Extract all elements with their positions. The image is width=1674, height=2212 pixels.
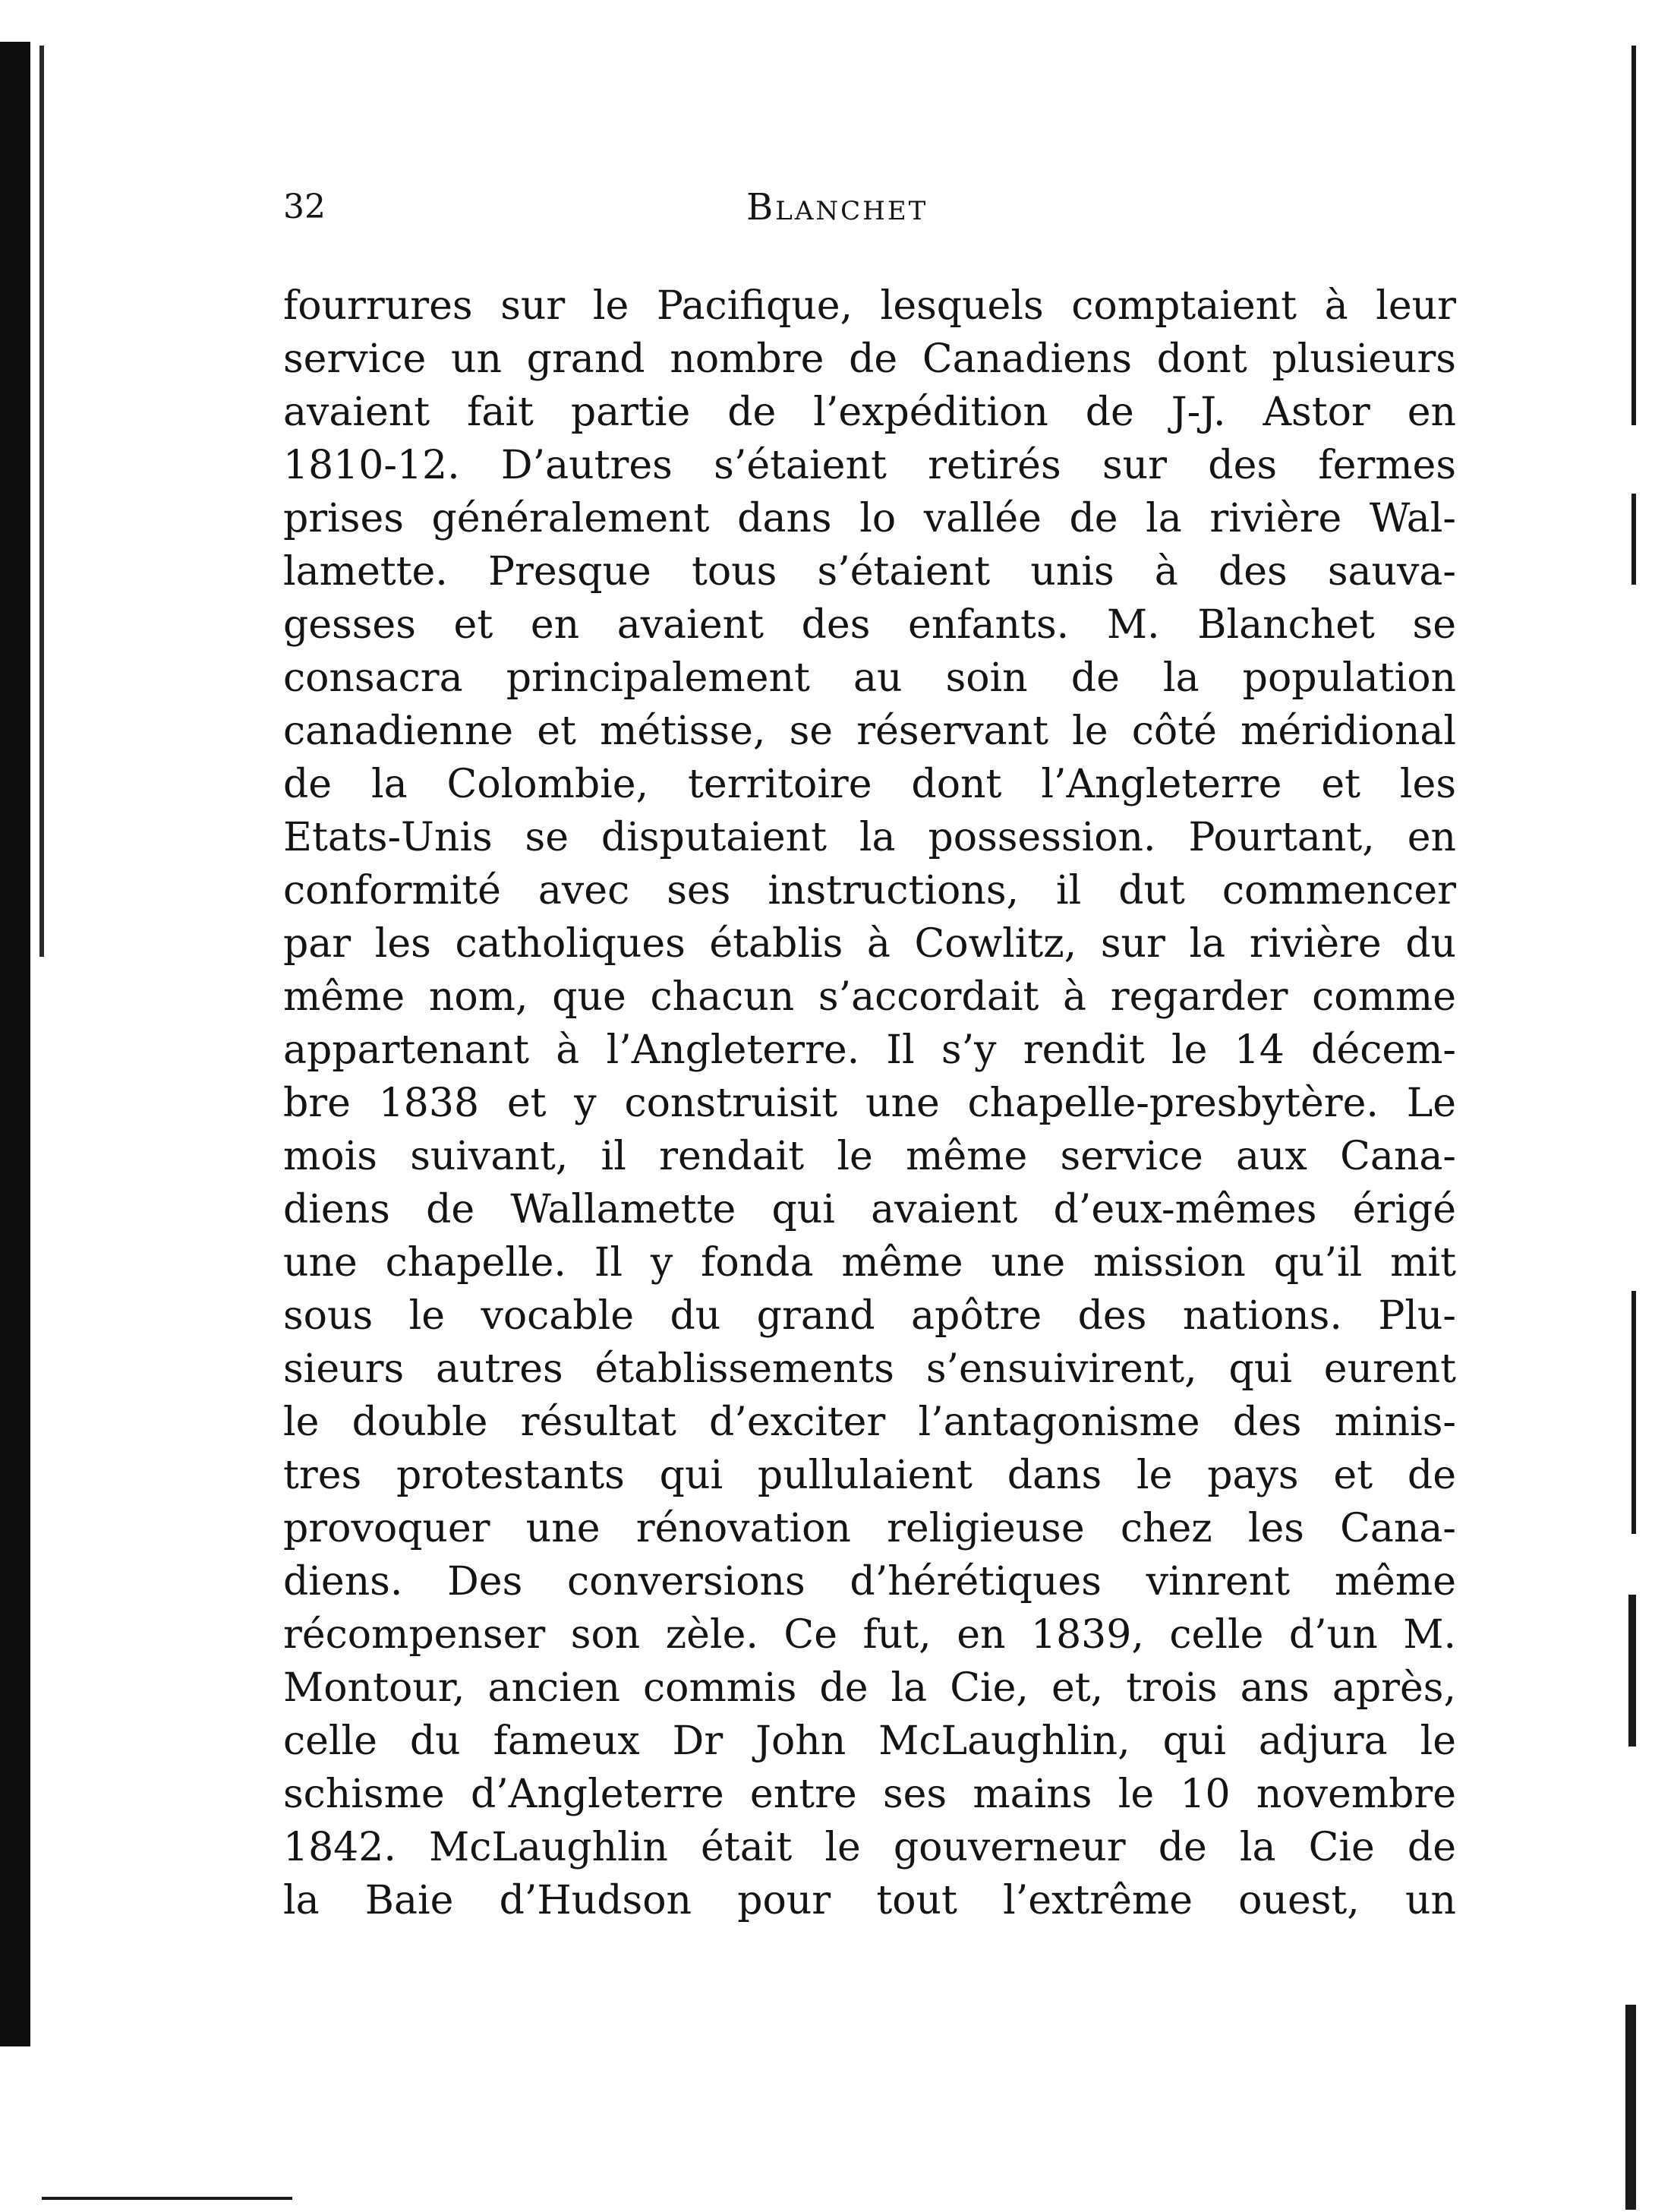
text-line: de la Colombie, territoire dont l’Angleterre et les bbox=[283, 762, 1456, 807]
scan-edge-right bbox=[1625, 2005, 1636, 2210]
text-line: celle du fameux Dr John McLaughlin, qui adjura le bbox=[283, 1718, 1456, 1764]
scan-edge-left-thin bbox=[39, 46, 44, 957]
text-line: avaient fait partie de l’expédition de J-J. Astor en bbox=[283, 390, 1456, 435]
text-line: la Baie d’Hudson pour tout l’extrême ouest, un bbox=[283, 1878, 1456, 1923]
text-line: sous le vocable du grand apôtre des nations. Plu- bbox=[283, 1293, 1456, 1339]
body-text bbox=[283, 279, 1456, 1927]
text-line: gesses et en avaient des enfants. M. Blanchet se bbox=[283, 602, 1456, 648]
text-line: diens. Des conversions d’hérétiques vinrent même bbox=[283, 1559, 1456, 1605]
text-line: schisme d’Angleterre entre ses mains le 10 novembre bbox=[283, 1772, 1456, 1817]
text-line: récompenser son zèle. Ce fut, en 1839, celle d’un M. bbox=[283, 1612, 1456, 1658]
text-line: mois suivant, il rendait le même service aux Cana- bbox=[283, 1134, 1456, 1179]
bottom-rule bbox=[42, 2197, 292, 2200]
text-line: conformité avec ses instructions, il dut commencer bbox=[283, 868, 1456, 914]
text-line: appartenant à l’Angleterre. Il s’y rendit le 14 décem- bbox=[283, 1027, 1456, 1073]
text-line: par les catholiques établis à Cowlitz, sur la rivière du bbox=[283, 921, 1456, 967]
text-line: une chapelle. Il y fonda même une mission qu’il mit bbox=[283, 1240, 1456, 1286]
scan-edge-right bbox=[1631, 494, 1636, 585]
text-line: fourrures sur le Pacifique, lesquels comptaient à leur bbox=[283, 283, 1456, 329]
text-line: même nom, que chacun s’accordait à regarder comme bbox=[283, 974, 1456, 1020]
text-line: prises généralement dans lo vallée de la rivière Wal- bbox=[283, 496, 1456, 541]
text-line: provoquer une rénovation religieuse chez les Cana- bbox=[283, 1506, 1456, 1551]
text-line: service un grand nombre de Canadiens dont plusieurs bbox=[283, 336, 1456, 382]
text-line: 1810-12. D’autres s’étaient retirés sur des fermes bbox=[283, 443, 1456, 488]
scan-edge-left bbox=[0, 42, 30, 2046]
text-line: consacra principalement au soin de la population bbox=[283, 655, 1456, 701]
scan-edge-right bbox=[1631, 1291, 1636, 1534]
text-line: le double résultat d’exciter l’antagonisme des minis- bbox=[283, 1399, 1456, 1445]
text-line: Montour, ancien commis de la Cie, et, trois ans après, bbox=[283, 1665, 1456, 1711]
page-number: 32 bbox=[283, 188, 326, 226]
scan-edge-right bbox=[1631, 46, 1636, 425]
text-line: sieurs autres établissements s’ensuivirent, qui eurent bbox=[283, 1346, 1456, 1392]
scan-edge-right bbox=[1628, 1595, 1636, 1747]
running-title: Blanchet bbox=[746, 186, 928, 229]
text-line: Etats-Unis se disputaient la possession. Pourtant, en bbox=[283, 815, 1456, 860]
text-line: lamette. Presque tous s’étaient unis à des sauva- bbox=[283, 549, 1456, 595]
text-line: tres protestants qui pullulaient dans le pays et de bbox=[283, 1453, 1456, 1498]
running-head bbox=[283, 173, 1422, 241]
text-line: diens de Wallamette qui avaient d’eux-mêmes érigé bbox=[283, 1187, 1456, 1232]
text-line: bre 1838 et y construisit une chapelle-presbytère. Le bbox=[283, 1081, 1456, 1126]
text-line: canadienne et métisse, se réservant le côté méridional bbox=[283, 708, 1456, 754]
text-line: 1842. McLaughlin était le gouverneur de la Cie de bbox=[283, 1825, 1456, 1870]
